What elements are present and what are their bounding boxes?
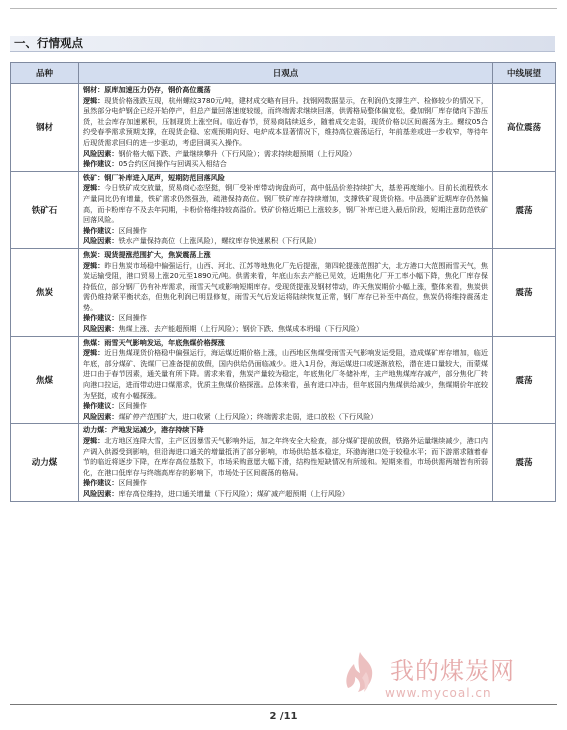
risk-label: 风险因素： xyxy=(83,148,119,158)
view-risk xyxy=(83,412,488,423)
logic-text: 昨日焦炭市场稳中偏强运行，山西、河北、江苏等地焦化厂先后提涨，第四轮提涨范围扩大，北方港口大范围雨雪天气，焦炭运输受阻，港口贸易上涨20元至1890元/吨。供需来看，年底山东去产能已见效，近期焦化厂开工率小幅下降，焦化厂库存保持低位，部分钢厂仍有补库需求，雨雪天气或影响短期库存。受现货提涨及钢材带动，昨天焦炭期价小幅上涨，整体来看，焦炭供需仍维持紧平衡状态，但焦化利润已明显修复，雨雪天气后发运将陆续恢复正常，钢厂库存已补至中高位，焦炭仍将维持震荡走势。 xyxy=(83,260,489,312)
view-logic xyxy=(83,261,488,314)
view-advice xyxy=(83,478,488,489)
view-advice xyxy=(83,159,488,170)
advice-label: 操作建议： xyxy=(83,313,119,323)
advice-text: 区间操作 xyxy=(118,313,147,323)
advice-label: 操作建议： xyxy=(83,225,119,235)
table-row-coke xyxy=(11,248,556,336)
view-logic xyxy=(83,348,488,401)
daily-view-cell xyxy=(79,248,493,336)
watermark-flame-icon xyxy=(340,650,382,696)
view-advice xyxy=(83,226,488,237)
section-title: 一、行情观点 xyxy=(14,36,83,50)
view-advice xyxy=(83,313,488,324)
advice-label: 操作建议： xyxy=(83,401,119,411)
commodity-name: 动力煤 xyxy=(11,424,79,501)
header-commodity: 品种 xyxy=(11,63,79,84)
logic-label: 逻辑： xyxy=(83,95,105,105)
logic-label: 逻辑： xyxy=(83,183,105,193)
table-row-thermal-coal xyxy=(11,424,556,501)
advice-label: 操作建议： xyxy=(83,159,119,169)
risk-label: 风险因素： xyxy=(83,236,119,246)
logic-text: 今日铁矿成交放量，贸易商心态坚挺，钢厂受补库带动询盘尚可，高中低品价差持续扩大，基差再度缩小。目前长流程铁水产量同比仍有增量，铁矿需求仍然强劲，疏港保持高位。钢厂铁矿库存持续增加，支撑铁矿现货价格。中品澳矿近期库存仍然偏高，而卡粉库存不及去年同期，卡粉价格维持较高溢价。铁矿价格近期已上涨较多，钢厂补库已进入最后阶段，短期注意防范铁矿回落风险。 xyxy=(83,183,489,225)
view-title: 焦煤：雨雪天气影响发运，年底焦煤价格探涨 xyxy=(83,337,225,347)
risk-text: 钢价格大幅下跌、产量继续攀升（下行风险）；需求持续超预期（上行风险） xyxy=(118,148,357,158)
logic-text: 现货价格涨跌互现，杭州螺纹3780元/吨，建材成交略有回升。找钢网数据显示，在利润仍支撑生产、检修较少的情况下，虽然部分电炉钢企已经开始停产，但总产量回落速度较缓，而终端需求继续回落，供需格局整体偏宽松，叠加钢厂库存储向下游压货，社会库存加速累积，压制现货上涨空间。临近春节，贸易商陆续返乡，随着成交走弱，现货价格以区间震荡为主。螺纹05合约受春季需求预期支撑，在现货企稳、宏观预期向好、电炉成本显著情况下，维持高位震荡运行，年前基差或进一步收窄，等待年后现货需求回归的进一步驱动，考虑回调买入操作。 xyxy=(83,95,488,147)
daily-view-cell xyxy=(79,84,493,172)
view-logic xyxy=(83,436,488,478)
view-title: 钢材：原库加速压力仍存，钢价高位震荡 xyxy=(83,85,211,94)
daily-view-cell xyxy=(79,171,493,248)
commodity-name: 钢材 xyxy=(11,84,79,172)
section-bar xyxy=(10,36,555,52)
risk-label: 风险因素： xyxy=(83,488,119,498)
view-risk xyxy=(83,489,488,500)
view-risk xyxy=(83,236,488,247)
watermark-text: 我的煤炭网 xyxy=(390,657,515,685)
advice-text: 区间操作 xyxy=(118,225,147,235)
header-mid-term-outlook: 中线展望 xyxy=(493,63,556,84)
view-risk xyxy=(83,149,488,160)
view-advice xyxy=(83,401,488,412)
risk-text: 库存高位维持，进口通关增量（下行风险）；煤矿减产超预期（上行风险） xyxy=(118,488,350,498)
view-logic xyxy=(83,183,488,225)
table-header-row xyxy=(11,63,556,84)
footer-rule xyxy=(10,704,557,705)
daily-view-cell xyxy=(79,424,493,501)
view-risk xyxy=(83,324,488,335)
risk-label: 风险因素： xyxy=(83,324,119,334)
top-rule xyxy=(10,8,557,9)
table-row-iron-ore xyxy=(11,171,556,248)
mid-term-outlook: 震荡 xyxy=(493,424,556,501)
advice-text: 区间操作 xyxy=(118,478,147,488)
view-title: 铁矿：钢厂补库进入尾声，短期防范回落风险 xyxy=(83,172,225,182)
commodity-name: 铁矿石 xyxy=(11,171,79,248)
watermark-url: www.mycoal.cn xyxy=(385,686,492,700)
logic-text: 近日焦煤现货价格稳中偏强运行，海运煤近期价格上涨，山西地区焦煤受雨雪天气影响发运受阻，造成煤矿库存增加，临近年底，部分煤矿、洗煤厂已准备提前放假，国内供给仍面临减少。进入1月份，海运煤进口或逐渐放松，潜在进口量较大，而蒙煤进口由于春节因素，通关量有所下降。需求来看，焦炭产量较为稳定，年底焦化厂冬储补库，主产地焦煤库存减产，部分焦化厂转向港口拉运，进而带动进口煤需求，优质主焦煤价格探涨。总体来看，虽有进口冲击，但年底国内焦煤供给减少，焦煤期价年底较为坚挺，或有小幅探涨。 xyxy=(83,348,489,400)
advice-text: 区间操作 xyxy=(118,401,147,411)
header-daily-view: 日观点 xyxy=(79,63,493,84)
view-title: 焦炭：现货提涨范围扩大，焦炭震荡上涨 xyxy=(83,249,211,259)
view-title: 动力煤：产地发运减少，港存持续下降 xyxy=(83,425,204,435)
commodity-name: 焦炭 xyxy=(11,248,79,336)
logic-label: 逻辑： xyxy=(83,348,105,358)
mid-term-outlook: 震荡 xyxy=(493,336,556,424)
table-row-steel xyxy=(11,84,556,172)
risk-text: 焦煤上涨、去产能超预期（上行风险）；钢价下跌、焦煤成本坍塌（下行风险） xyxy=(118,324,364,334)
market-view-table xyxy=(10,62,556,502)
logic-label: 逻辑： xyxy=(83,260,105,270)
logic-text: 北方地区连降大雪，主产区因暴雪天气影响外运，加之年终安全大检查，部分煤矿提前放假，铁路外运量继续减少，港口内产调入供源受到影响，但沿海进口通关的增量抵消了部分影响，市场供给基本稳定，环渤海港口处于较稳水平；而下游需求随着春节的临近将逐步下降，在库存高位基数下，市场采购意愿大幅下滑，结构性短缺情况有所缓和。短期来看，市场供需两端皆有所弱化，在港口低库存与终端高库存的影响下，市场处于区间震荡的格局。 xyxy=(83,436,489,477)
daily-view-cell xyxy=(79,336,493,424)
mid-term-outlook: 震荡 xyxy=(493,248,556,336)
table-row-coking-coal xyxy=(11,336,556,424)
risk-text: 铁水产量保持高位（上涨风险），螺纹库存快速累积（下行风险） xyxy=(118,236,321,246)
mid-term-outlook: 震荡 xyxy=(493,171,556,248)
risk-label: 风险因素： xyxy=(83,411,119,421)
logic-label: 逻辑： xyxy=(83,436,105,445)
advice-text: 05合约区间操作与回调买入相结合 xyxy=(118,159,227,169)
commodity-name: 焦煤 xyxy=(11,336,79,424)
view-logic xyxy=(83,96,488,149)
mid-term-outlook: 高位震荡 xyxy=(493,84,556,172)
page-number: 2 /11 xyxy=(269,711,298,722)
advice-label: 操作建议： xyxy=(83,478,119,488)
risk-text: 煤矿停产范围扩大，进口收紧（上行风险）；终端需求走弱，进口放松（下行风险） xyxy=(118,411,378,421)
